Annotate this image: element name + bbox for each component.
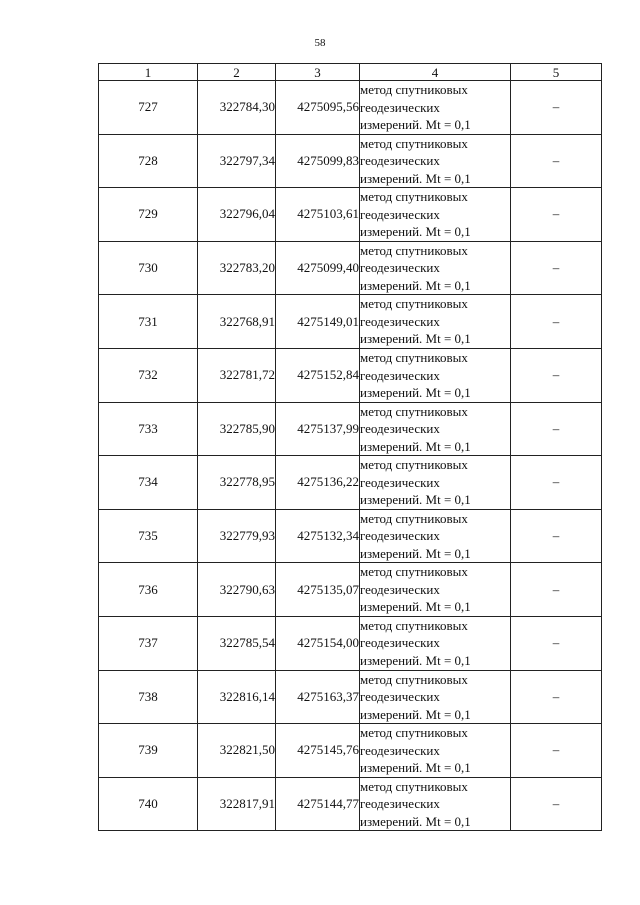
cell-method: метод спутниковых геодезических измерений. Mt = 0,1	[360, 509, 511, 563]
cell-y-coordinate: 4275144,77	[276, 777, 360, 831]
cell-note: –	[511, 670, 602, 724]
table-row	[99, 670, 602, 724]
cell-method: метод спутниковых геодезических измерений. Mt = 0,1	[360, 777, 511, 831]
table-row	[99, 295, 602, 349]
cell-note: –	[511, 295, 602, 349]
table-row	[99, 188, 602, 242]
cell-point-number: 738	[99, 670, 198, 724]
cell-y-coordinate: 4275132,34	[276, 509, 360, 563]
cell-method: метод спутниковых геодезических измерений. Mt = 0,1	[360, 456, 511, 510]
cell-x-coordinate: 322797,34	[198, 134, 276, 188]
cell-y-coordinate: 4275135,07	[276, 563, 360, 617]
cell-point-number: 740	[99, 777, 198, 831]
table-row	[99, 402, 602, 456]
cell-x-coordinate: 322796,04	[198, 188, 276, 242]
cell-note: –	[511, 777, 602, 831]
cell-point-number: 732	[99, 348, 198, 402]
cell-x-coordinate: 322778,95	[198, 456, 276, 510]
cell-x-coordinate: 322821,50	[198, 724, 276, 778]
cell-note: –	[511, 81, 602, 135]
table-header	[99, 64, 602, 81]
header-col-5: 5	[511, 64, 602, 81]
page-number: 58	[314, 37, 326, 49]
cell-y-coordinate: 4275154,00	[276, 616, 360, 670]
table-row	[99, 81, 602, 135]
cell-note: –	[511, 509, 602, 563]
cell-point-number: 728	[99, 134, 198, 188]
cell-point-number: 729	[99, 188, 198, 242]
cell-point-number: 736	[99, 563, 198, 617]
cell-point-number: 735	[99, 509, 198, 563]
cell-method: метод спутниковых геодезических измерений. Mt = 0,1	[360, 563, 511, 617]
cell-x-coordinate: 322785,90	[198, 402, 276, 456]
cell-method: метод спутниковых геодезических измерений. Mt = 0,1	[360, 670, 511, 724]
cell-point-number: 739	[99, 724, 198, 778]
table-body	[99, 81, 602, 831]
cell-note: –	[511, 563, 602, 617]
cell-note: –	[511, 134, 602, 188]
cell-x-coordinate: 322781,72	[198, 348, 276, 402]
table-row	[99, 616, 602, 670]
cell-method: метод спутниковых геодезических измерений. Mt = 0,1	[360, 348, 511, 402]
cell-note: –	[511, 616, 602, 670]
cell-method: метод спутниковых геодезических измерений. Mt = 0,1	[360, 295, 511, 349]
table-row	[99, 563, 602, 617]
cell-point-number: 734	[99, 456, 198, 510]
cell-method: метод спутниковых геодезических измерений. Mt = 0,1	[360, 616, 511, 670]
cell-y-coordinate: 4275136,22	[276, 456, 360, 510]
cell-x-coordinate: 322817,91	[198, 777, 276, 831]
header-col-1: 1	[99, 64, 198, 81]
cell-x-coordinate: 322783,20	[198, 241, 276, 295]
cell-method: метод спутниковых геодезических измерений. Mt = 0,1	[360, 241, 511, 295]
cell-x-coordinate: 322790,63	[198, 563, 276, 617]
cell-y-coordinate: 4275099,83	[276, 134, 360, 188]
header-col-3: 3	[276, 64, 360, 81]
cell-x-coordinate: 322816,14	[198, 670, 276, 724]
cell-point-number: 730	[99, 241, 198, 295]
cell-x-coordinate: 322768,91	[198, 295, 276, 349]
table-row	[99, 241, 602, 295]
cell-point-number: 731	[99, 295, 198, 349]
cell-y-coordinate: 4275137,99	[276, 402, 360, 456]
cell-note: –	[511, 241, 602, 295]
cell-note: –	[511, 348, 602, 402]
cell-point-number: 727	[99, 81, 198, 135]
table-row	[99, 134, 602, 188]
cell-point-number: 733	[99, 402, 198, 456]
header-row	[99, 64, 602, 81]
cell-y-coordinate: 4275152,84	[276, 348, 360, 402]
cell-x-coordinate: 322785,54	[198, 616, 276, 670]
cell-x-coordinate: 322779,93	[198, 509, 276, 563]
cell-note: –	[511, 402, 602, 456]
cell-method: метод спутниковых геодезических измерений. Mt = 0,1	[360, 188, 511, 242]
coordinates-table	[98, 63, 602, 831]
cell-method: метод спутниковых геодезических измерений. Mt = 0,1	[360, 134, 511, 188]
table-row	[99, 724, 602, 778]
cell-note: –	[511, 456, 602, 510]
cell-y-coordinate: 4275103,61	[276, 188, 360, 242]
cell-method: метод спутниковых геодезических измерений. Mt = 0,1	[360, 81, 511, 135]
cell-x-coordinate: 322784,30	[198, 81, 276, 135]
header-col-2: 2	[198, 64, 276, 81]
cell-note: –	[511, 724, 602, 778]
table-row	[99, 456, 602, 510]
cell-y-coordinate: 4275099,40	[276, 241, 360, 295]
cell-method: метод спутниковых геодезических измерений. Mt = 0,1	[360, 402, 511, 456]
cell-y-coordinate: 4275145,76	[276, 724, 360, 778]
cell-y-coordinate: 4275149,01	[276, 295, 360, 349]
table-row	[99, 777, 602, 831]
cell-y-coordinate: 4275163,37	[276, 670, 360, 724]
cell-point-number: 737	[99, 616, 198, 670]
header-col-4: 4	[360, 64, 511, 81]
cell-y-coordinate: 4275095,56	[276, 81, 360, 135]
cell-note: –	[511, 188, 602, 242]
cell-method: метод спутниковых геодезических измерений. Mt = 0,1	[360, 724, 511, 778]
table-row	[99, 348, 602, 402]
table-row	[99, 509, 602, 563]
